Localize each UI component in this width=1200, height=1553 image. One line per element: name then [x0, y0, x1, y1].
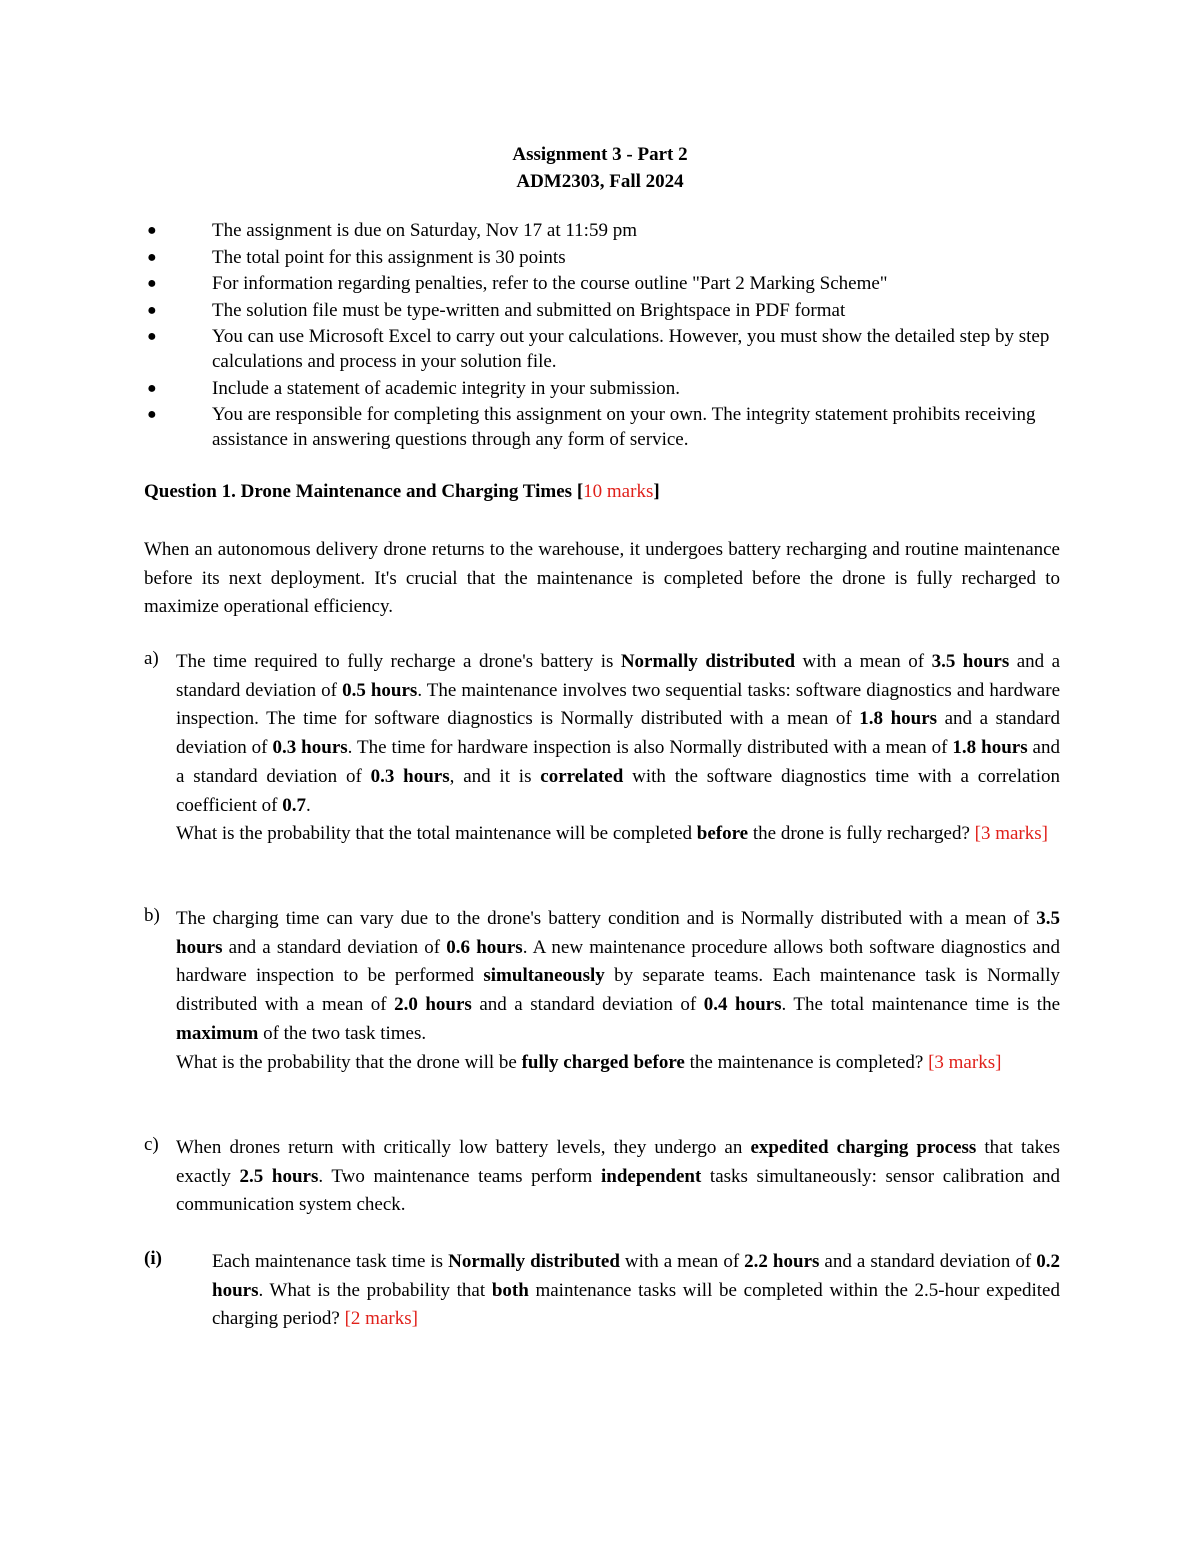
instruction-item: ● You are responsible for completing this assignment on your own. The integrity statement prohibits receiving assistance in answering questions through any form of service. — [147, 404, 1036, 450]
part-b-label: b) — [144, 905, 160, 926]
bullet-icon: ● — [147, 248, 157, 266]
part-a-question: What is the probability that the total maintenance will be completed before the drone is fully recharged? [3 marks] — [176, 823, 1048, 845]
question-1-heading: Question 1. Drone Maintenance and Charging Times [10 marks] — [144, 481, 660, 502]
title-block — [0, 141, 1200, 195]
instruction-item: ● The assignment is due on Saturday, Nov 17 at 11:59 pm — [147, 220, 637, 241]
part-c-body — [176, 1134, 1060, 1220]
part-c-text: When drones return with critically low battery levels, they undergo an expedited charging process that takes exactly 2.5 hours. Two maintenance teams perform independent tasks simultaneously: sensor calibration and communication system check. — [176, 1137, 1061, 1216]
part-c-i — [144, 1248, 1060, 1334]
part-a — [144, 648, 1060, 849]
instruction-item: ● For information regarding penalties, refer to the course outline "Part 2 Marking Scheme" — [147, 273, 888, 294]
part-b-question: What is the probability that the drone will be fully charged before the maintenance is completed? [3 marks] — [176, 1051, 1002, 1073]
instruction-item: ● The total point for this assignment is 30 points — [147, 246, 566, 268]
part-b-marks: [3 marks] — [928, 1051, 1002, 1073]
instructions-list — [144, 218, 1064, 454]
instruction-item: ● The solution file must be type-written and submitted on Brightspace in PDF format — [147, 299, 846, 321]
part-b — [144, 905, 1060, 1077]
part-c — [144, 1134, 1060, 1220]
question-1-intro: When an autonomous delivery drone returns to the warehouse, it undergoes battery recharging and routine maintenance before its next deployment. It's crucial that the maintenance is completed before the drone is fully recharged to maximize operational efficiency. — [144, 539, 1060, 617]
part-a-marks: [3 marks] — [974, 823, 1048, 845]
course-subtitle: ADM2303, Fall 2024 — [516, 171, 684, 192]
instruction-item: ● Include a statement of academic integrity in your submission. — [147, 377, 681, 399]
bullet-icon: ● — [147, 379, 157, 397]
part-c-label: c) — [144, 1134, 159, 1155]
bullet-icon: ● — [147, 301, 157, 319]
part-b-body — [176, 905, 1060, 1077]
part-c-i-marks: [2 marks] — [344, 1308, 418, 1330]
part-b-text: The charging time can vary due to the drone's battery condition and is Normally distributed with a mean of 3.5 hours and a standard deviation of 0.6 hours. A new maintenance procedure allows both software diagnostics and hardware inspection to be performed simultaneously by separate teams. Each maintenance task is Normally distributed with a mean of 2.0 hours and a standard deviation of 0.4 hours. The total maintenance time is the maximum of the two task times. — [176, 908, 1060, 1044]
part-c-i-label: (i) — [144, 1248, 162, 1269]
part-a-text: The time required to fully recharge a drone's battery is Normally distributed with a mean of 3.5 hours and a standard deviation of 0.5 hours. The maintenance involves two sequential tasks: software diagnostics and hardware inspection. The time for software diagnostics is Normally distributed with a mean of 1.8 hours and a standard deviation of 0.3 hours. The time for hardware inspection is also Normally distributed with a mean of 1.8 hours and a standard deviation of 0.3 hours, and it is correlated with the software diagnostics time with a correlation coefficient of 0.7. — [176, 651, 1061, 816]
bullet-icon: ● — [147, 275, 157, 292]
part-a-body — [176, 648, 1060, 849]
bullet-icon: ● — [147, 328, 157, 345]
instruction-item: ● You can use Microsoft Excel to carry out your calculations. However, you must show the detailed step by step calculations and process in your solution file. — [147, 326, 1050, 372]
part-a-label: a) — [144, 648, 159, 669]
assignment-title: Assignment 3 - Part 2 — [512, 144, 688, 165]
question-1-marks: 10 marks — [583, 481, 654, 502]
bullet-icon: ● — [147, 406, 157, 423]
bullet-icon: ● — [147, 222, 157, 239]
part-c-i-body: Each maintenance task time is Normally distributed with a mean of 2.2 hours and a standard deviation of 0.2 hours. What is the probability that both maintenance tasks will be completed within the 2.5-hour expedited charging period? [2 marks] — [212, 1251, 1061, 1330]
